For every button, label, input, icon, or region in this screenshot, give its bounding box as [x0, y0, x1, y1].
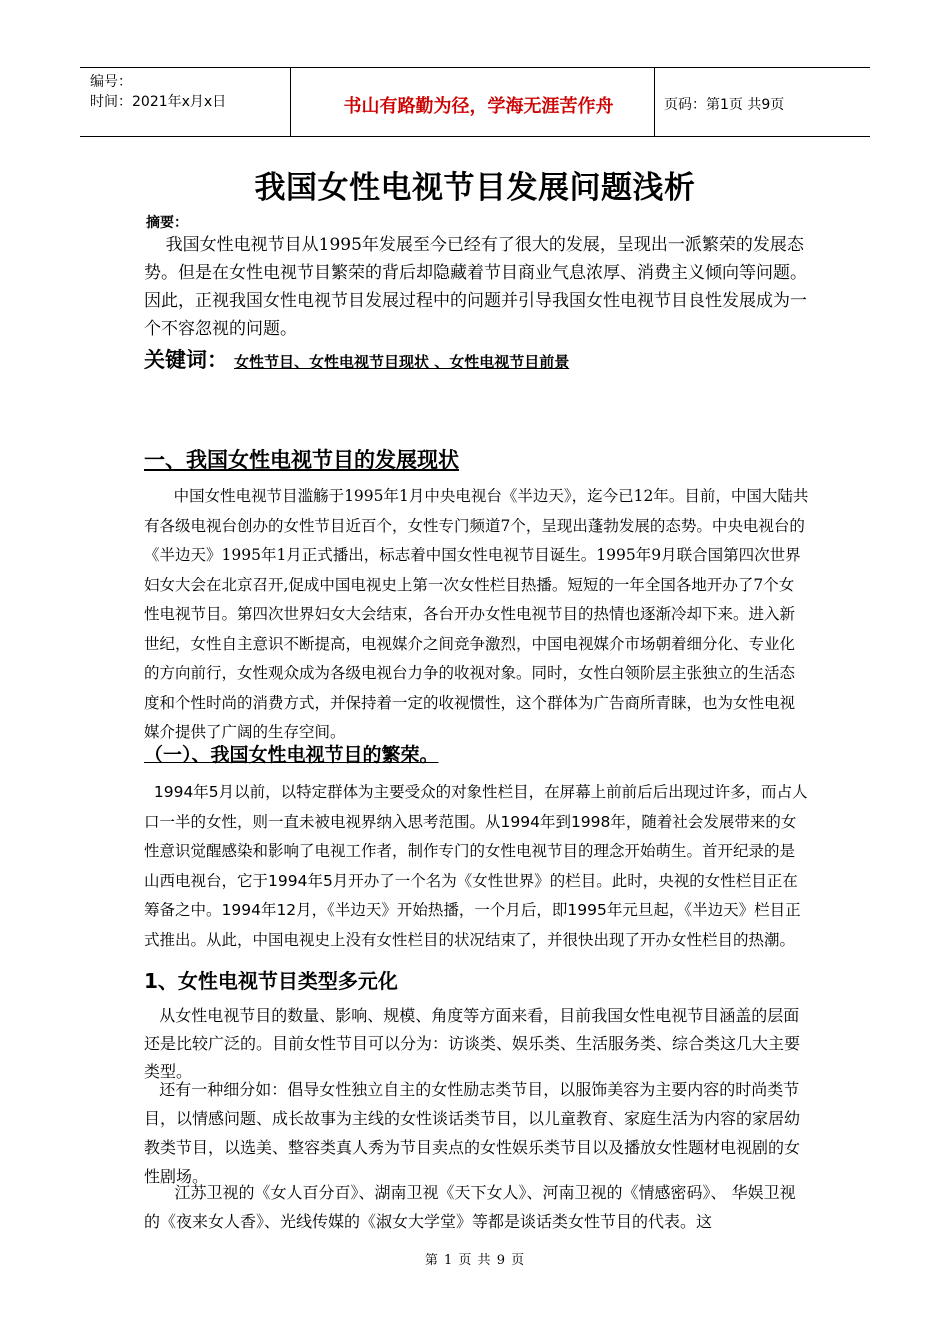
keywords-line — [144, 344, 569, 374]
section-paragraph: 中国女性电视节目滥觞于1995年1月中央电视台《半边天》，迄今已12年。目前，中国大陆共有各级电视台创办的女性节目近百个，女性专门频道7个，呈现出蓬勃发展的态势。中央电视台的《半边天》1995年1月正式播出，标志着中国女性电视节目诞生。1995年9月联合国第四次世界妇女大会在北京召开,促成中国电视史上第一次女性栏目热播。短短的一年全国各地开办了7个女性电视节目。第四次世界妇女大会结束，各台开办女性电视节目的热情也逐渐冷却下来。进入新世纪，女性自主意识不断提高，电视媒介之间竞争激烈，中国电视媒介市场朝着细分化、专业化的方向前行，女性观众成为各级电视台力争的收视对象。同时，女性白领阶层主张独立的生活态度和个性时尚的消费方式，并保持着一定的收视惯性，这个群体为广告商所青睐，也为女性电视媒介提供了广阔的生存空间。 — [144, 487, 809, 741]
subsection-paragraph: 1994年5月以前，以特定群体为主要受众的对象性栏目，在屏幕上前前后后出现过许多，而占人口一半的女性，则一直未被电视界纳入思考范围。从1994年到1998年，随着社会发展带来的女性意识觉醒感染和影响了电视工作者，制作专门的女性电视节目的理念开始萌生。首开纪录的是山西电视台，它于1994年5月开办了一个名为《女性世界》的栏目。此时，央视的女性栏目正在筹备之中。1994年12月，《半边天》开始热播，一个月后，即1995年元旦起，《半边天》栏目正式推出。从此，中国电视史上没有女性栏目的状况结束了，并很快出现了开办女性栏目的热潮。 — [144, 783, 808, 949]
page-footer: 第 1 页 共 9 页 — [424, 1253, 526, 1268]
document-date: 时间：2021年x月x日 — [90, 94, 227, 110]
header-table — [80, 67, 870, 137]
header-divider — [290, 68, 291, 136]
abstract-label: 摘要： — [146, 215, 188, 231]
body-paragraph: 从女性电视节目的数量、影响、规模、角度等方面来看，目前我国女性电视节目涵盖的层面还是比较广泛的。目前女性节目可以分为：访谈类、娱乐类、生活服务类、综合类这几大主要类型。 — [144, 1006, 801, 1081]
header-meta — [90, 72, 226, 112]
body-paragraph: 江苏卫视的《女人百分百》、湖南卫视《天下女人》、河南卫视的《情感密码》、 华娱卫视的《夜来女人香》、光线传媒的《淑女大学堂》等都是谈话类女性节目的代表。这 — [144, 1183, 796, 1231]
keywords-label: 关键词： — [144, 348, 228, 372]
subsubsection-heading: 1、女性电视节目类型多元化 — [144, 969, 398, 993]
abstract-text: 我国女性电视节目从1995年发展至今已经有了很大的发展，呈现出一派繁荣的发展态势。但是在女性电视节目繁荣的背后却隐藏着节目商业气息浓厚、消费主义倾向等问题。因此，正视我国女性电视节目发展过程中的问题并引导我国女性电视节目良性发展成为一个不容忽视的问题。 — [144, 235, 807, 339]
header-divider — [654, 68, 655, 136]
body-paragraph: 还有一种细分如：倡导女性独立自主的女性励志类节目，以服饰美容为主要内容的时尚类节目，以情感问题、成长故事为主线的女性谈话类节目，以儿童教育、家庭生活为内容的家居幼教类节目，以选美、整容类真人秀为节目卖点的女性娱乐类节目以及播放女性题材电视剧的女性剧场。 — [144, 1080, 801, 1186]
subsection-heading: （一）、我国女性电视节目的繁荣。 — [144, 744, 439, 766]
section-heading: 一、我国女性电视节目的发展现状 — [144, 448, 459, 472]
document-number-label: 编号： — [90, 74, 132, 90]
header-page-info: 页码：第1页 共9页 — [664, 97, 785, 113]
document-title: 我国女性电视节目发展问题浅析 — [254, 170, 696, 206]
header-motto: 书山有路勤为径，学海无涯苦作舟 — [343, 96, 614, 117]
keywords-value: 女性节目、女性电视节目现状 、女性电视节目前景 — [234, 353, 570, 371]
